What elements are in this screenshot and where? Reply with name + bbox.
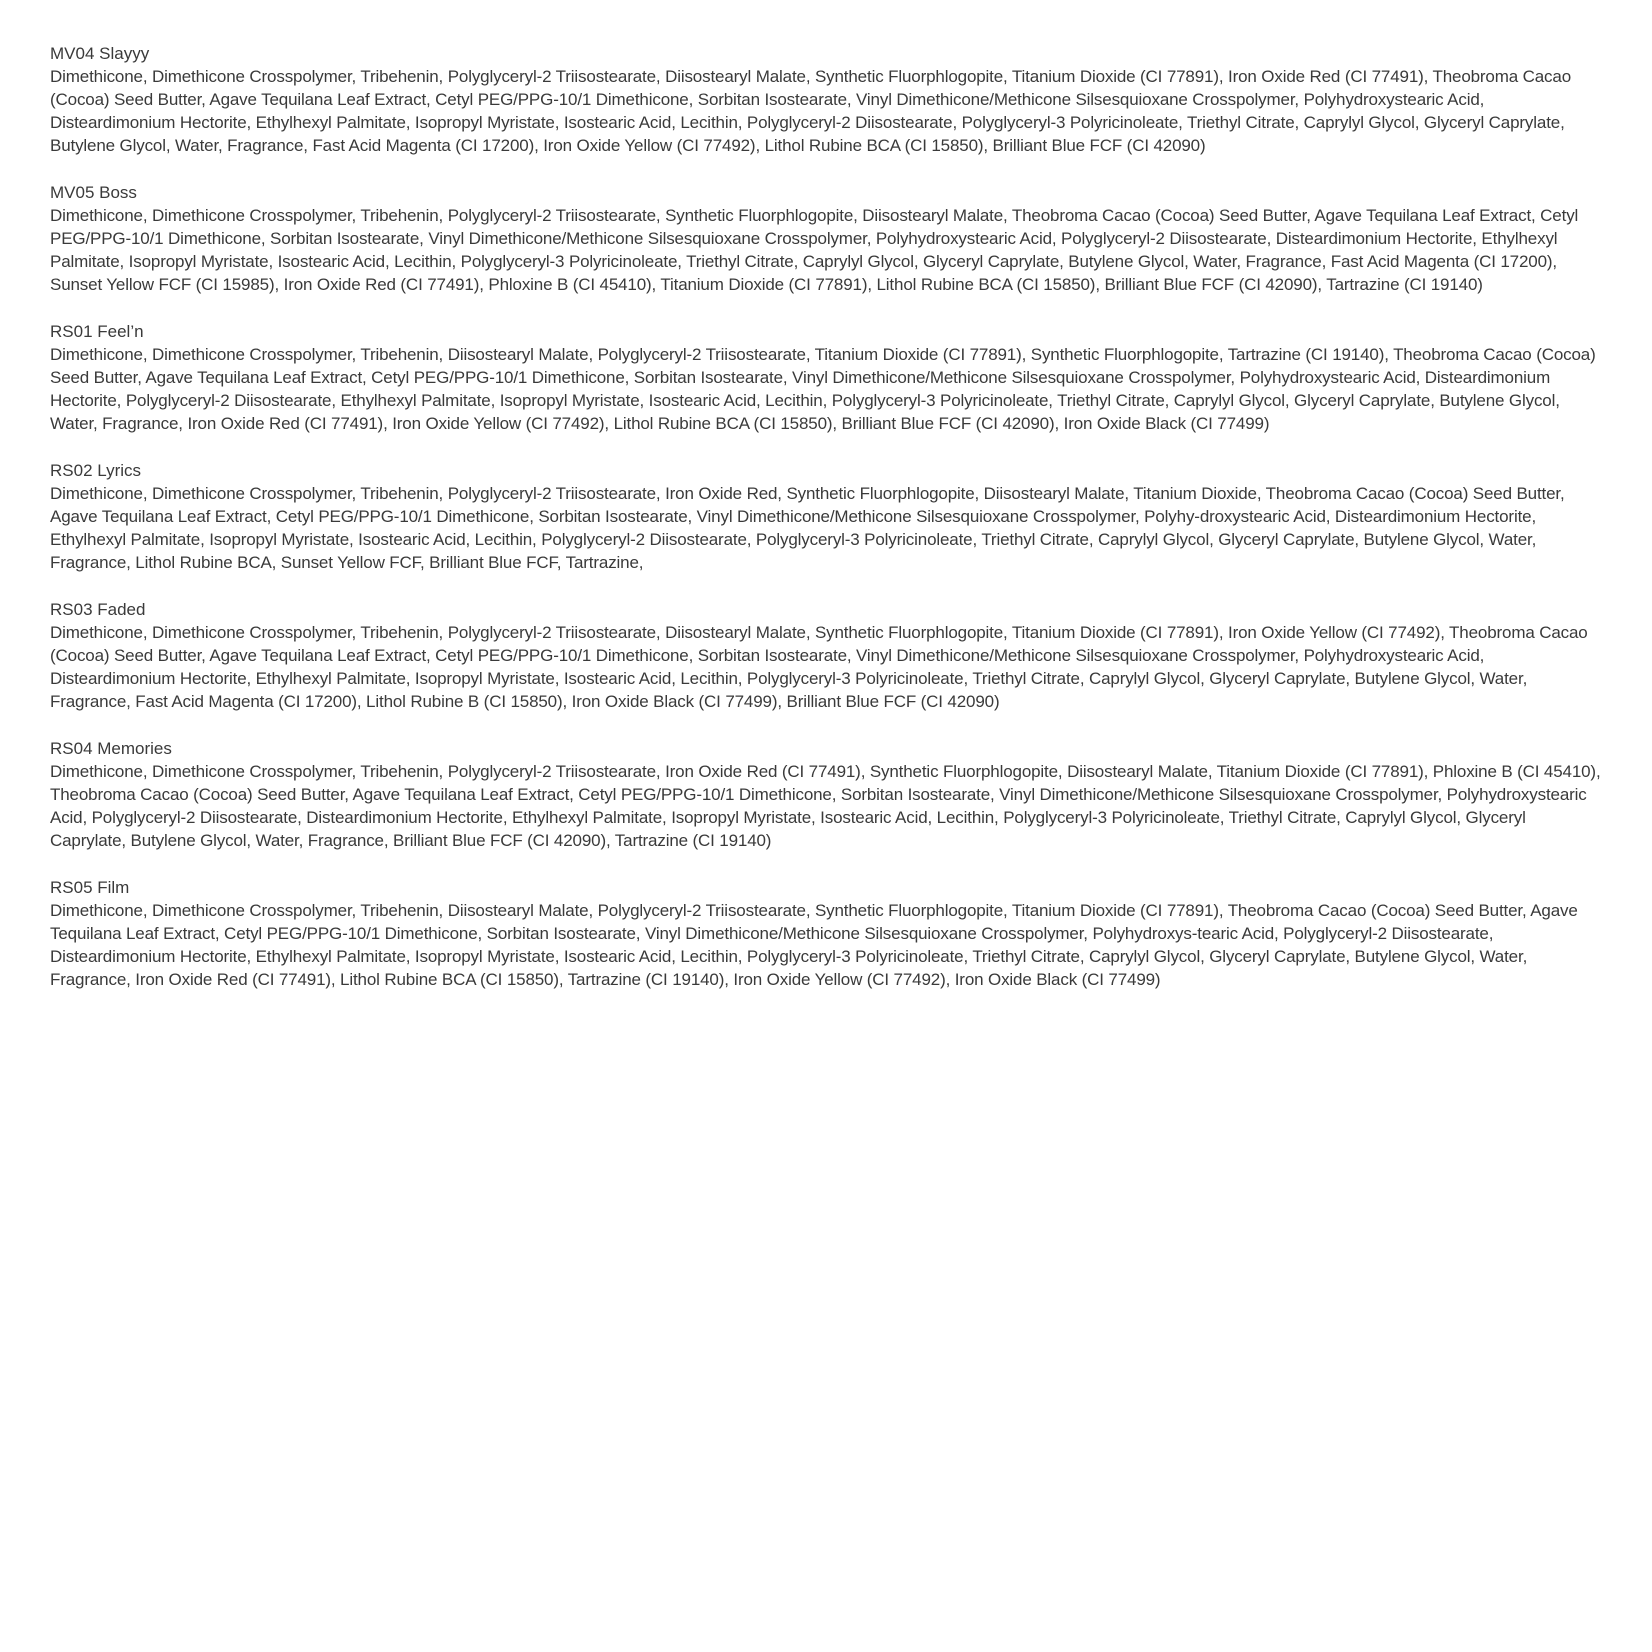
product-title: RS04 Memories <box>50 739 172 758</box>
product-entry-rs02 <box>50 459 1605 574</box>
product-title: RS05 Film <box>50 878 130 897</box>
product-title: MV05 Boss <box>50 183 137 202</box>
product-ingredients: Dimethicone, Dimethicone Crosspolymer, Tribehenin, Polyglyceryl-2 Triisostearate, Synthetic Fluorphlogopite, Diisostearyl Malate, Theobroma Cacao (Cocoa) Seed Butter, Agave Tequilana Leaf Extract, Cetyl PEG/PPG-10/1 Dimethicone, Sorbitan Isostearate, Vinyl Dimethicone/Methicone Silsesquioxane Crosspolymer, Polyhydroxystearic Acid, Polyglyceryl-2 Diisostearate, Disteardimonium Hectorite, Ethylhexyl Palmitate, Isopropyl Myristate, Isostearic Acid, Lecithin, Polyglyceryl-3 Polyricinoleate, Triethyl Citrate, Caprylyl Glycol, Glyceryl Caprylate, Butylene Glycol, Water, Fragrance, Fast Acid Magenta (CI 17200), Sunset Yellow FCF (CI 15985), Iron Oxide Red (CI 77491), Phloxine B (CI 45410), Titanium Dioxide (CI 77891), Lithol Rubine BCA (CI 15850), Brilliant Blue FCF (CI 42090), Tartrazine (CI 19140) <box>50 206 1579 294</box>
ingredients-document <box>50 42 1605 1015</box>
product-entry-rs03 <box>50 598 1605 713</box>
product-title: RS03 Faded <box>50 600 146 619</box>
product-ingredients: Dimethicone, Dimethicone Crosspolymer, Tribehenin, Polyglyceryl-2 Triisostearate, Diisostearyl Malate, Synthetic Fluorphlogopite, Titanium Dioxide (CI 77891), Iron Oxide Yellow (CI 77492), Theobroma Cacao (Cocoa) Seed Butter, Agave Tequilana Leaf Extract, Cetyl PEG/PPG-10/1 Dimethicone, Sorbitan Isostearate, Vinyl Dimethicone/Methicone Silsesquioxane Crosspolymer, Polyhydroxystearic Acid, Disteardimonium Hectorite, Ethylhexyl Palmitate, Isopropyl Myristate, Isostearic Acid, Lecithin, Polyglyceryl-3 Polyricinoleate, Triethyl Citrate, Caprylyl Glycol, Glyceryl Caprylate, Butylene Glycol, Water, Fragrance, Fast Acid Magenta (CI 17200), Lithol Rubine B (CI 15850), Iron Oxide Black (CI 77499), Brilliant Blue FCF (CI 42090) <box>50 623 1588 711</box>
product-entry-rs01 <box>50 320 1605 435</box>
product-ingredients: Dimethicone, Dimethicone Crosspolymer, Tribehenin, Diisostearyl Malate, Polyglyceryl-2 Triisostearate, Titanium Dioxide (CI 77891), Synthetic Fluorphlogopite, Tartrazine (CI 19140), Theobroma Cacao (Cocoa) Seed Butter, Agave Tequilana Leaf Extract, Cetyl PEG/PPG-10/1 Dimethicone, Sorbitan Isostearate, Vinyl Dimethicone/Methicone Silsesquioxane Crosspolymer, Polyhydroxystearic Acid, Disteardimonium Hectorite, Polyglyceryl-2 Diisostearate, Ethylhexyl Palmitate, Isopropyl Myristate, Isostearic Acid, Lecithin, Polyglyceryl-3 Polyricinoleate, Triethyl Citrate, Caprylyl Glycol, Glyceryl Caprylate, Butylene Glycol, Water, Fragrance, Iron Oxide Red (CI 77491), Iron Oxide Yellow (CI 77492), Lithol Rubine BCA (CI 15850), Brilliant Blue FCF (CI 42090), Iron Oxide Black (CI 77499) <box>50 345 1596 433</box>
product-ingredients: Dimethicone, Dimethicone Crosspolymer, Tribehenin, Polyglyceryl-2 Triisostearate, Diisostearyl Malate, Synthetic Fluorphlogopite, Titanium Dioxide (CI 77891), Iron Oxide Red (CI 77491), Theobroma Cacao (Cocoa) Seed Butter, Agave Tequilana Leaf Extract, Cetyl PEG/PPG-10/1 Dimethicone, Sorbitan Isostearate, Vinyl Dimethicone/Methicone Silsesquioxane Crosspolymer, Polyhydroxystearic Acid, Disteardimonium Hectorite, Ethylhexyl Palmitate, Isopropyl Myristate, Isostearic Acid, Lecithin, Polyglyceryl-2 Diisostearate, Polyglyceryl-3 Polyricinoleate, Triethyl Citrate, Caprylyl Glycol, Glyceryl Caprylate, Butylene Glycol, Water, Fragrance, Fast Acid Magenta (CI 17200), Iron Oxide Yellow (CI 77492), Lithol Rubine BCA (CI 15850), Brilliant Blue FCF (CI 42090) <box>50 67 1572 155</box>
product-ingredients: Dimethicone, Dimethicone Crosspolymer, Tribehenin, Diisostearyl Malate, Polyglyceryl-2 Triisostearate, Synthetic Fluorphlogopite, Titanium Dioxide (CI 77891), Theobroma Cacao (Cocoa) Seed Butter, Agave Tequilana Leaf Extract, Cetyl PEG/PPG-10/1 Dimethicone, Sorbitan Isostearate, Vinyl Dimethicone/Methicone Silsesquioxane Crosspolymer, Polyhydroxys-tearic Acid, Polyglyceryl-2 Diisostearate, Disteardimonium Hectorite, Ethylhexyl Palmitate, Isopropyl Myristate, Isostearic Acid, Lecithin, Polyglyceryl-3 Polyricinoleate, Triethyl Citrate, Caprylyl Glycol, Glyceryl Caprylate, Butylene Glycol, Water, Fragrance, Iron Oxide Red (CI 77491), Lithol Rubine BCA (CI 15850), Tartrazine (CI 19140), Iron Oxide Yellow (CI 77492), Iron Oxide Black (CI 77499) <box>50 901 1578 989</box>
product-title: MV04 Slayyy <box>50 44 150 63</box>
product-entry-rs04 <box>50 737 1605 852</box>
product-ingredients: Dimethicone, Dimethicone Crosspolymer, Tribehenin, Polyglyceryl-2 Triisostearate, Iron Oxide Red, Synthetic Fluorphlogopite, Diisostearyl Malate, Titanium Dioxide, Theobroma Cacao (Cocoa) Seed Butter, Agave Tequilana Leaf Extract, Cetyl PEG/PPG-10/1 Dimethicone, Sorbitan Isostearate, Vinyl Dimethicone/Methicone Silsesquioxane Crosspolymer, Polyhy-droxystearic Acid, Disteardimonium Hectorite, Ethylhexyl Palmitate, Isopropyl Myristate, Isostearic Acid, Lecithin, Polyglyceryl-2 Diisostearate, Polyglyceryl-3 Polyricinoleate, Triethyl Citrate, Caprylyl Glycol, Glyceryl Caprylate, Butylene Glycol, Water, Fragrance, Lithol Rubine BCA, Sunset Yellow FCF, Brilliant Blue FCF, Tartrazine, <box>50 484 1565 572</box>
product-entry-mv04 <box>50 42 1605 157</box>
product-entry-mv05 <box>50 181 1605 296</box>
product-entry-rs05 <box>50 876 1605 991</box>
product-title: RS02 Lyrics <box>50 461 142 480</box>
product-title: RS01 Feel’n <box>50 322 144 341</box>
product-ingredients: Dimethicone, Dimethicone Crosspolymer, Tribehenin, Polyglyceryl-2 Triisostearate, Iron Oxide Red (CI 77491), Synthetic Fluorphlogopite, Diisostearyl Malate, Titanium Dioxide (CI 77891), Phloxine B (CI 45410), Theobroma Cacao (Cocoa) Seed Butter, Agave Tequilana Leaf Extract, Cetyl PEG/PPG-10/1 Dimethicone, Sorbitan Isostearate, Vinyl Dimethicone/Methicone Silsesquioxane Crosspolymer, Polyhydroxystearic Acid, Polyglyceryl-2 Diisostearate, Disteardimonium Hectorite, Ethylhexyl Palmitate, Isopropyl Myristate, Isostearic Acid, Lecithin, Polyglyceryl-3 Polyricinoleate, Triethyl Citrate, Caprylyl Glycol, Glyceryl Caprylate, Butylene Glycol, Water, Fragrance, Brilliant Blue FCF (CI 42090), Tartrazine (CI 19140) <box>50 762 1601 850</box>
